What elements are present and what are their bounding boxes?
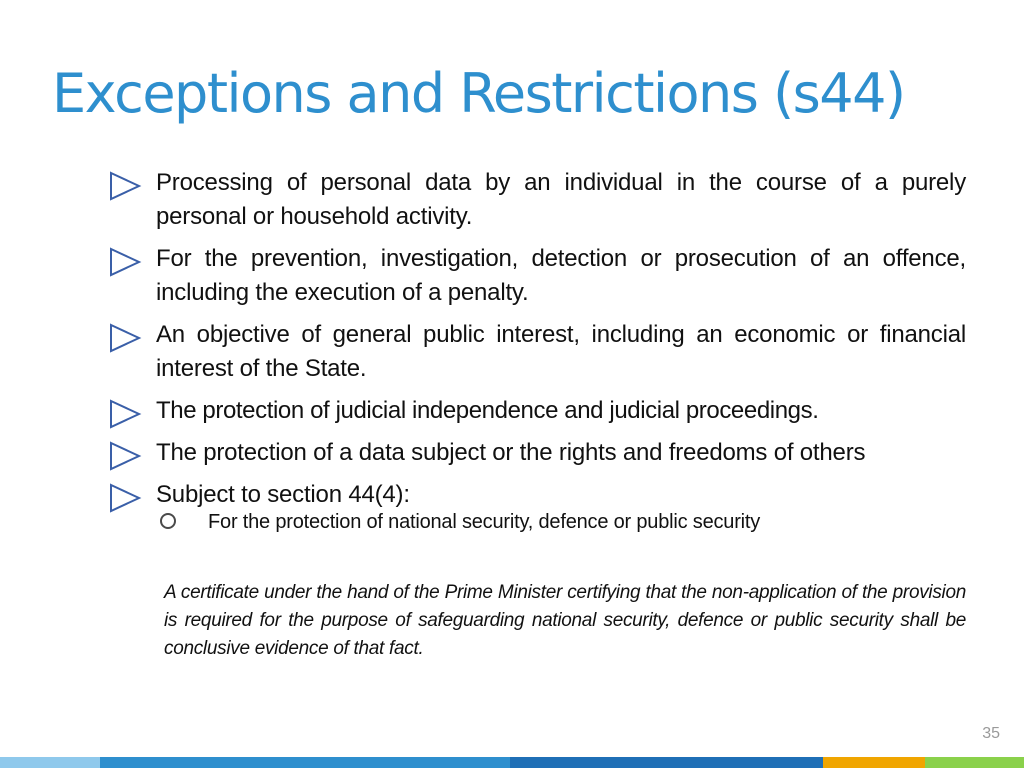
triangle-outline-icon (108, 398, 142, 430)
bullet-item (108, 436, 966, 470)
bullet-list (108, 166, 966, 534)
footer-color-bar (0, 757, 1024, 768)
bullet-text: An objective of general public interest, including an economic or financial interest of the State. (156, 321, 966, 382)
footer-bar-segment (925, 757, 1024, 768)
bullet-text: Subject to section 44(4): (156, 481, 410, 508)
certificate-note: A certificate under the hand of the Prime Minister certifying that the non-application of the provision is required for the purpose of safeguarding national security, defence or public security shall be conclusive evidence of that fact. (164, 582, 966, 659)
triangle-outline-icon (108, 440, 142, 472)
slide-title: Exceptions and Restrictions (s44) (52, 62, 905, 125)
footer-bar-segment (823, 757, 925, 768)
triangle-outline-icon (108, 482, 142, 514)
bullet-text: The protection of judicial independence and judicial proceedings. (156, 397, 819, 424)
bullet-text: For the prevention, investigation, detection or prosecution of an offence, including the execution of a penalty. (156, 245, 966, 306)
sub-bullet-item (156, 510, 966, 534)
bullet-item (108, 166, 966, 234)
sub-bullet-text: For the protection of national security, defence or public security (208, 511, 761, 533)
footer-bar-segment (100, 757, 510, 768)
bullet-item (108, 242, 966, 310)
triangle-outline-icon (108, 246, 142, 278)
bullet-item (108, 318, 966, 386)
bullet-item (108, 394, 966, 428)
page-number: 35 (982, 725, 1000, 742)
triangle-outline-icon (108, 322, 142, 354)
footer-bar-segment (510, 757, 823, 768)
bullet-text: Processing of personal data by an individual in the course of a purely personal or household activity. (156, 169, 966, 230)
footer-bar-segment (0, 757, 100, 768)
bullet-text: The protection of a data subject or the rights and freedoms of others (156, 439, 866, 466)
bullet-item (108, 478, 966, 534)
circle-outline-icon (160, 513, 176, 529)
triangle-outline-icon (108, 170, 142, 202)
